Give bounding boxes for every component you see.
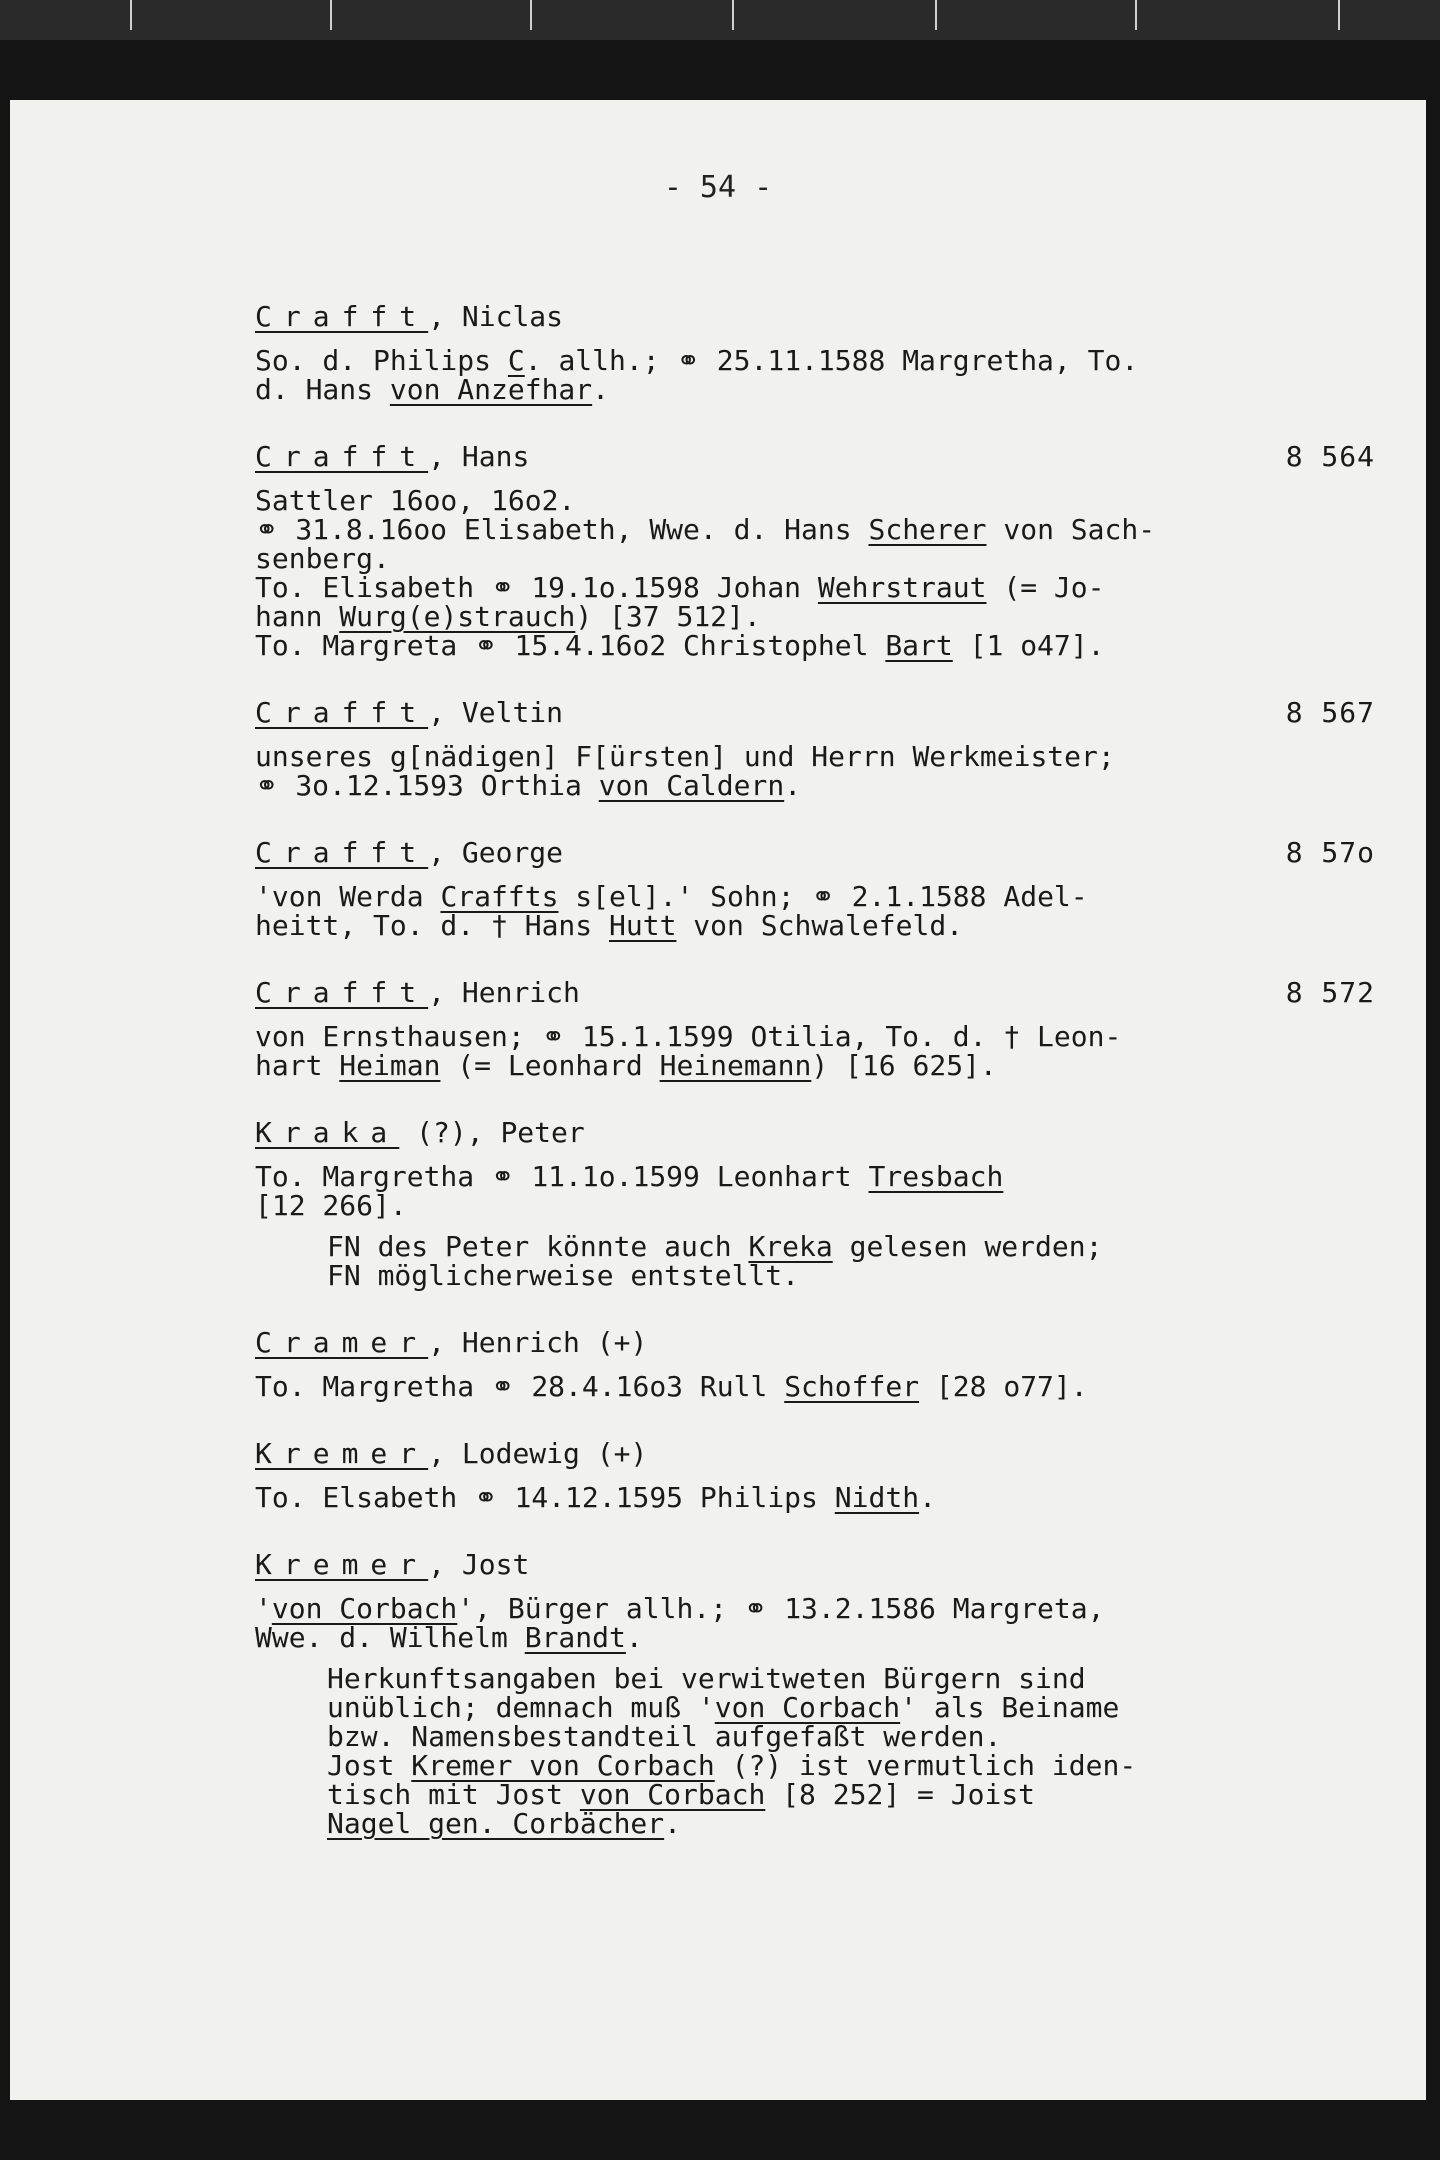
- entry-text-line: senberg.: [255, 542, 390, 575]
- entry-heading: [255, 440, 1375, 474]
- note-line: FN möglicherweise entstellt.: [327, 1259, 800, 1292]
- underlined-name: Heinemann: [659, 1049, 812, 1082]
- entry-text-line: [12 266].: [255, 1189, 407, 1222]
- underlined-name: Wurg(e)strauch: [339, 600, 576, 633]
- entry-heading: [255, 836, 1375, 870]
- scan-edge: [0, 0, 1440, 40]
- entry-heading: [255, 300, 1375, 334]
- underlined-name: Nidth: [834, 1481, 920, 1514]
- document-page: [10, 100, 1426, 2100]
- entry-heading: [255, 1326, 1375, 1360]
- note-line: FN des Peter könnte auch Kreka gelesen werden;: [327, 1230, 1103, 1263]
- entry-text-line: To. Margreta ⚭ 15.4.16o2 Christophel Bart [1 o47].: [255, 629, 1105, 662]
- surname: Crafft: [255, 300, 429, 333]
- surname: Crafft: [255, 836, 429, 869]
- note-line: Jost Kremer von Corbach (?) ist vermutlich iden-: [327, 1749, 1137, 1782]
- entry-heading: [255, 1116, 1375, 1150]
- entry-text-line: So. d. Philips C. allh.; ⚭ 25.11.1588 Margretha, To.: [255, 344, 1139, 377]
- entry-heading: [255, 976, 1375, 1010]
- given-name: (?), Peter: [399, 1116, 585, 1149]
- genealogy-entry: [255, 1116, 1375, 1290]
- scan-tick: [530, 0, 532, 30]
- surname: Cramer: [255, 1326, 429, 1359]
- entry-text-line: To. Elisabeth ⚭ 19.1o.1598 Johan Wehrstraut (= Jo-: [255, 571, 1105, 604]
- entry-text-line: hann Wurg(e)strauch) [37 512].: [255, 600, 761, 633]
- underlined-name: Hutt: [609, 909, 677, 942]
- page-number: - 54 -: [663, 170, 773, 205]
- note-line: tisch mit Jost von Corbach [8 252] = Joist: [327, 1778, 1036, 1811]
- entry-text-line: Sattler 16oo, 16o2.: [255, 484, 576, 517]
- surname: Kremer: [255, 1437, 429, 1470]
- given-name: , Veltin: [428, 696, 564, 729]
- surname: Kraka: [255, 1116, 400, 1149]
- given-name: , George: [428, 836, 564, 869]
- surname: Crafft: [255, 440, 429, 473]
- genealogy-entry: [255, 300, 1375, 404]
- entry-note: [255, 1664, 1375, 1838]
- entry-text-line: 'von Corbach', Bürger allh.; ⚭ 13.2.1586 Margreta,: [255, 1592, 1105, 1625]
- entry-text-line: d. Hans von Anzefhar.: [255, 373, 610, 406]
- underlined-name: Schoffer: [784, 1370, 920, 1403]
- note-line: unüblich; demnach muß 'von Corbach' als Beiname: [327, 1691, 1120, 1724]
- underlined-name: Kreka: [748, 1230, 833, 1263]
- entry-text-line: To. Margretha ⚭ 11.1o.1599 Leonhart Tresbach: [255, 1160, 1004, 1193]
- entry-list: [255, 300, 1375, 1874]
- underlined-name: von Corbach: [579, 1778, 766, 1811]
- underlined-name: Brandt: [524, 1621, 626, 1654]
- surname: Crafft: [255, 976, 429, 1009]
- surname: Crafft: [255, 696, 429, 729]
- underlined-name: von Corbach: [271, 1592, 458, 1625]
- entry-note: [255, 1232, 1375, 1290]
- entry-heading: [255, 696, 1375, 730]
- entry-text-line: To. Margretha ⚭ 28.4.16o3 Rull Schoffer [28 o77].: [255, 1370, 1088, 1403]
- scan-tick: [732, 0, 734, 30]
- genealogy-entry: [255, 1548, 1375, 1838]
- scan-tick: [330, 0, 332, 30]
- given-name: , Niclas: [428, 300, 564, 333]
- entry-text-line: heitt, To. d. † Hans Hutt von Schwalefeld.: [255, 909, 964, 942]
- underlined-name: von Corbach: [714, 1691, 901, 1724]
- underlined-name: Scherer: [868, 513, 987, 546]
- genealogy-entry: [255, 1326, 1375, 1401]
- given-name: , Henrich: [428, 976, 580, 1009]
- underlined-name: Tresbach: [868, 1160, 1004, 1193]
- genealogy-entry: [255, 440, 1375, 660]
- reference-number: 8 57o: [1285, 836, 1375, 869]
- entry-text-line: ⚭ 3o.12.1593 Orthia von Caldern.: [255, 769, 802, 802]
- given-name: , Henrich (+): [428, 1326, 648, 1359]
- underlined-name: von Anzefhar: [389, 373, 593, 406]
- underlined-name: Kremer von Corbach: [411, 1749, 715, 1782]
- given-name: , Jost: [428, 1548, 530, 1581]
- underlined-name: Heiman: [339, 1049, 441, 1082]
- scan-tick: [935, 0, 937, 30]
- entry-text-line: von Ernsthausen; ⚭ 15.1.1599 Otilia, To. d. † Leon-: [255, 1020, 1122, 1053]
- note-line: bzw. Namensbestandteil aufgefaßt werden.: [327, 1720, 1002, 1753]
- scan-tick: [1135, 0, 1137, 30]
- underlined-name: von Caldern: [598, 769, 785, 802]
- scan-tick: [1338, 0, 1340, 30]
- reference-number: 8 572: [1285, 976, 1375, 1009]
- note-line: Nagel gen. Corbächer.: [327, 1807, 682, 1840]
- given-name: , Lodewig (+): [428, 1437, 648, 1470]
- underlined-name: Nagel gen. Corbächer: [327, 1807, 665, 1840]
- entry-text-line: Wwe. d. Wilhelm Brandt.: [255, 1621, 643, 1654]
- underlined-name: Wehrstraut: [817, 571, 987, 604]
- entry-text-line: unseres g[nädigen] F[ürsten] und Herrn Werkmeister;: [255, 740, 1115, 773]
- entry-text-line: hart Heiman (= Leonhard Heinemann) [16 625].: [255, 1049, 997, 1082]
- given-name: , Hans: [428, 440, 530, 473]
- genealogy-entry: [255, 1437, 1375, 1512]
- surname: Kremer: [255, 1548, 429, 1581]
- entry-text-line: To. Elsabeth ⚭ 14.12.1595 Philips Nidth.: [255, 1481, 936, 1514]
- entry-heading: [255, 1548, 1375, 1582]
- reference-number: 8 567: [1285, 696, 1375, 729]
- underlined-name: Bart: [885, 629, 953, 662]
- genealogy-entry: [255, 696, 1375, 800]
- note-line: Herkunftsangaben bei verwitweten Bürgern sind: [327, 1662, 1086, 1695]
- entry-text-line: 'von Werda Craffts s[el].' Sohn; ⚭ 2.1.1588 Adel-: [255, 880, 1088, 913]
- scan-tick: [130, 0, 132, 30]
- genealogy-entry: [255, 836, 1375, 940]
- underlined-name: Craffts: [440, 880, 559, 913]
- underlined-name: C: [507, 344, 525, 377]
- entry-text-line: ⚭ 31.8.16oo Elisabeth, Wwe. d. Hans Scherer von Sach-: [255, 513, 1156, 546]
- entry-heading: [255, 1437, 1375, 1471]
- reference-number: 8 564: [1285, 440, 1375, 473]
- genealogy-entry: [255, 976, 1375, 1080]
